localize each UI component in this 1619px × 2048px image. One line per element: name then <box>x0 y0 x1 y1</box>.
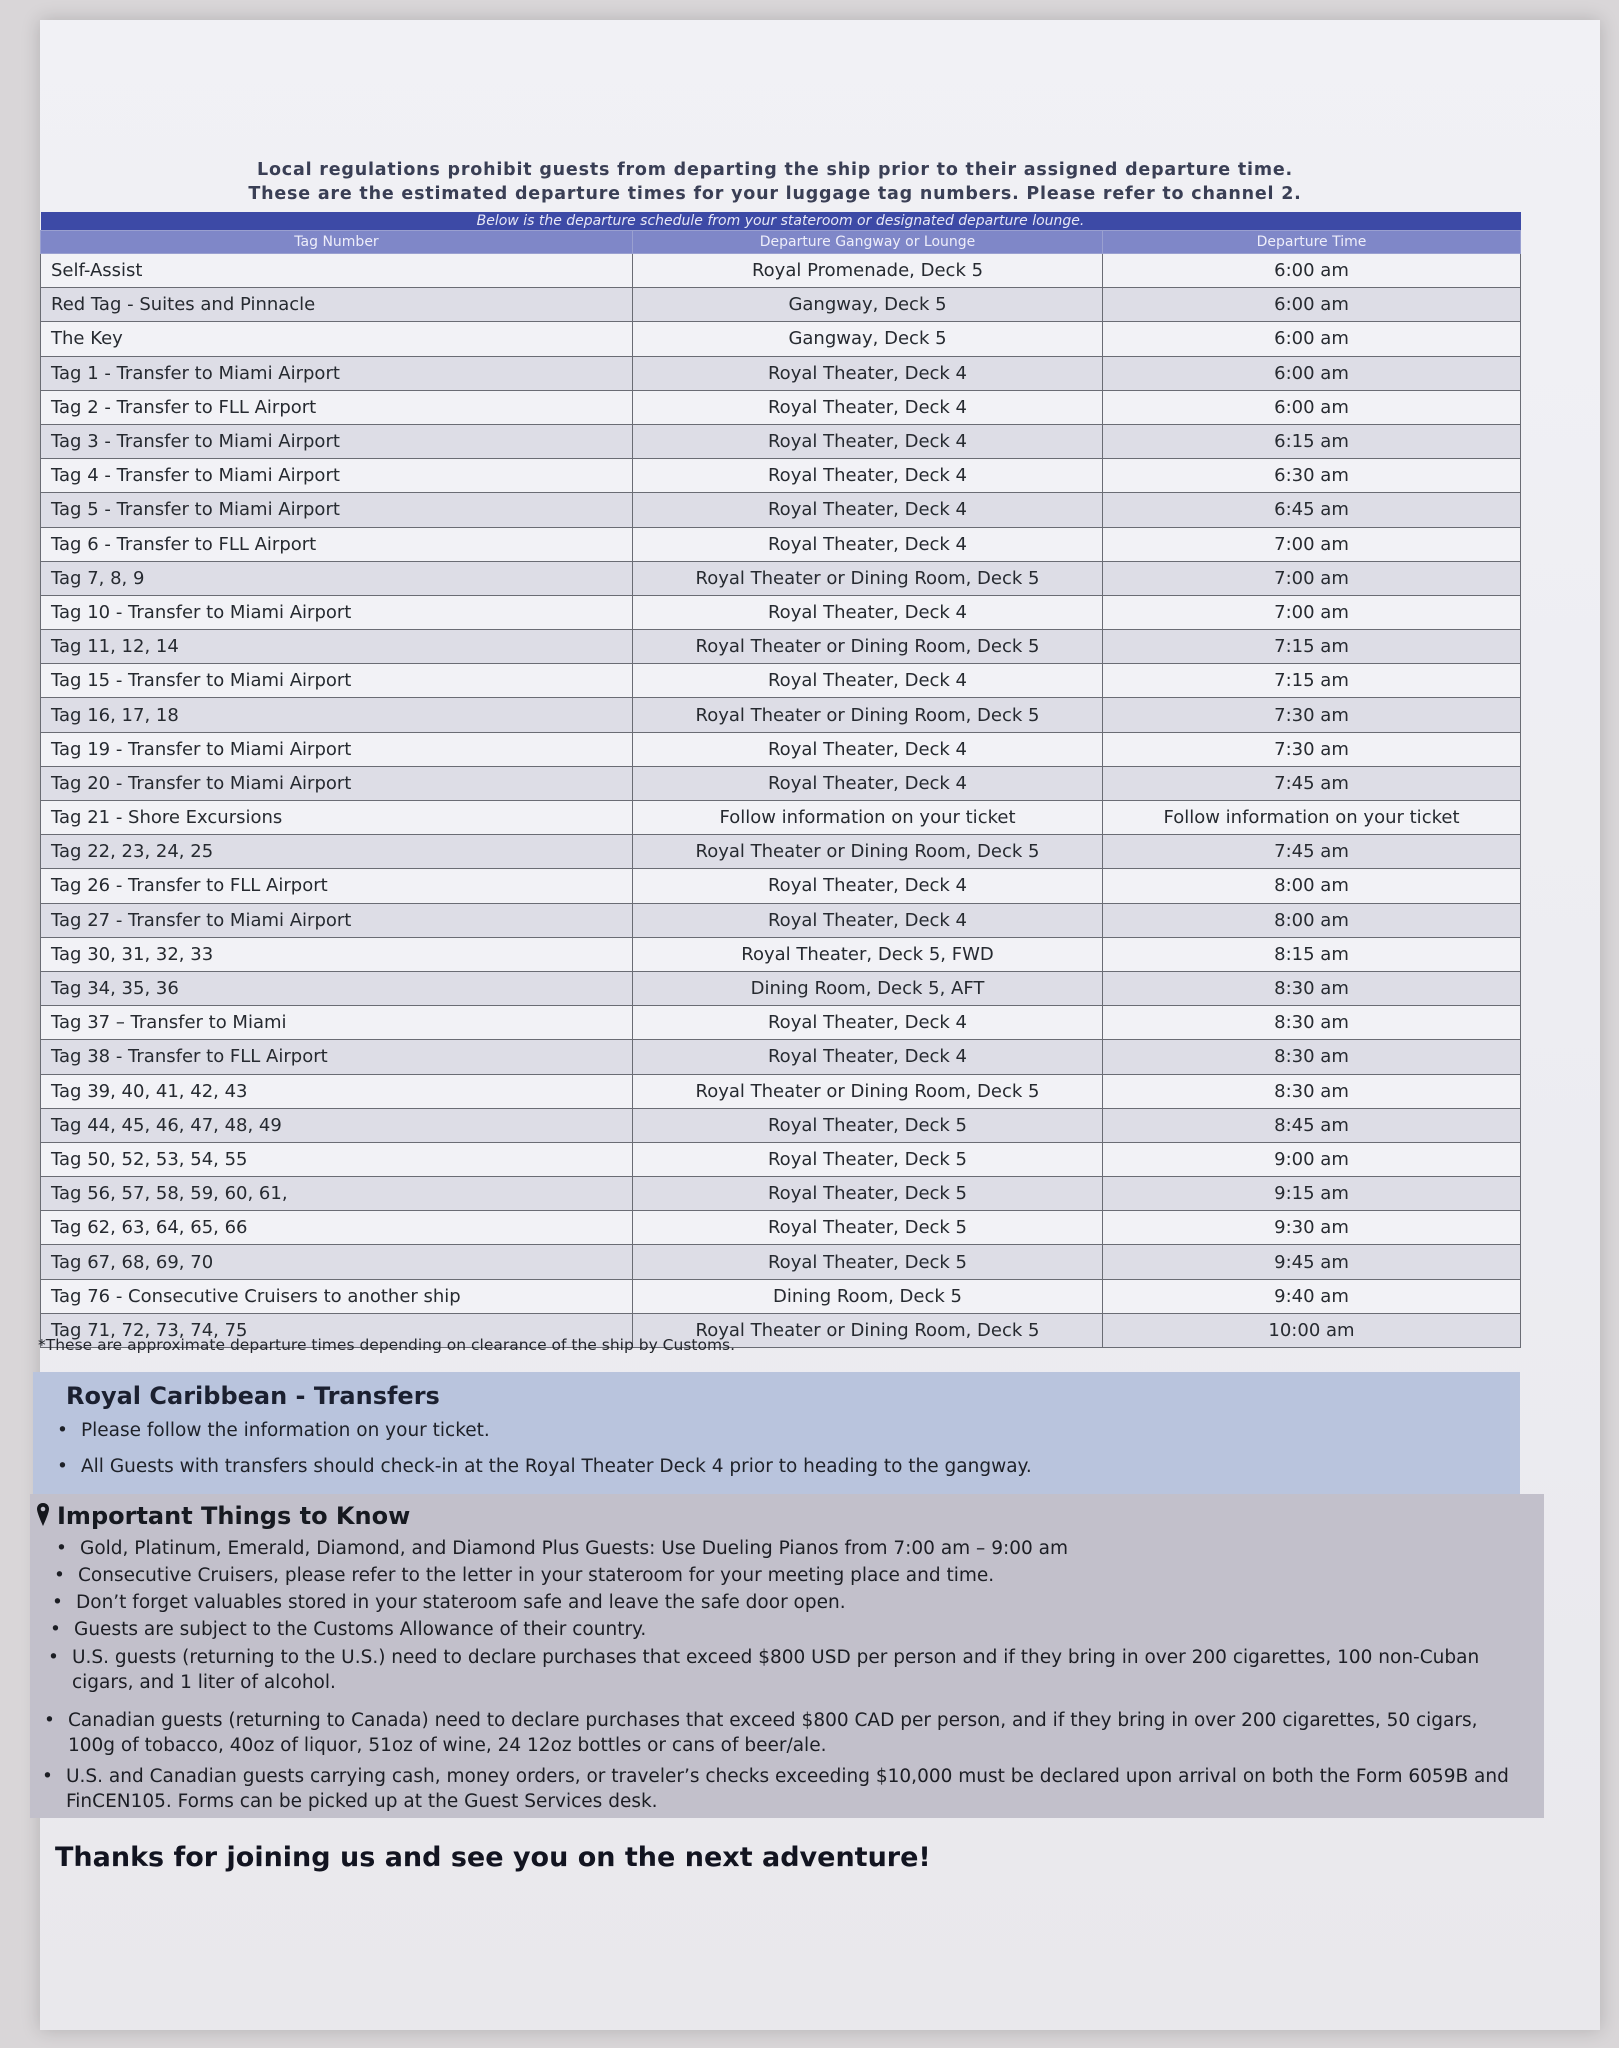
location-cell: Follow information on your ticket <box>633 801 1103 835</box>
tag-cell: The Key <box>41 322 633 356</box>
tag-cell: Tag 30, 31, 32, 33 <box>41 937 633 971</box>
tag-cell: Tag 71, 72, 73, 74, 75 <box>41 1313 633 1347</box>
important-item: • U.S. guests (returning to the U.S.) need to declare purchases that exceed $800 USD per person and if they bring in over 200 cigarettes, 100 non-Cuban cigars, and 1 liter of alcohol. <box>72 1645 1522 1695</box>
tag-cell: Tag 76 - Consecutive Cruisers to another ship <box>41 1279 633 1313</box>
time-cell: 10:00 am <box>1103 1313 1521 1347</box>
tag-cell: Tag 34, 35, 36 <box>41 971 633 1005</box>
time-cell: 6:45 am <box>1103 493 1521 527</box>
location-cell: Royal Theater, Deck 4 <box>633 493 1103 527</box>
location-cell: Royal Theater or Dining Room, Deck 5 <box>633 1074 1103 1108</box>
table-row <box>41 1177 1521 1211</box>
time-cell: 9:30 am <box>1103 1211 1521 1245</box>
closing-message: Thanks for joining us and see you on the next adventure! <box>55 1842 931 1873</box>
location-cell: Royal Theater, Deck 4 <box>633 732 1103 766</box>
table-row <box>41 869 1521 903</box>
table-row <box>41 1279 1521 1313</box>
time-cell: 6:00 am <box>1103 288 1521 322</box>
time-cell: 7:15 am <box>1103 630 1521 664</box>
table-banner: Below is the departure schedule from your stateroom or designated departure lounge. <box>41 212 1521 231</box>
time-cell: 8:00 am <box>1103 869 1521 903</box>
table-row <box>41 664 1521 698</box>
time-cell: 7:00 am <box>1103 527 1521 561</box>
time-cell: 7:30 am <box>1103 698 1521 732</box>
location-cell: Royal Theater, Deck 4 <box>633 459 1103 493</box>
table-row <box>41 356 1521 390</box>
table-row <box>41 801 1521 835</box>
tag-cell: Tag 16, 17, 18 <box>41 698 633 732</box>
location-cell: Royal Theater or Dining Room, Deck 5 <box>633 630 1103 664</box>
location-cell: Royal Theater, Deck 5, FWD <box>633 937 1103 971</box>
time-cell: 8:30 am <box>1103 1006 1521 1040</box>
intro-line-1: Local regulations prohibit guests from departing the ship prior to their assigned departure time. <box>257 160 1293 180</box>
table-row <box>41 732 1521 766</box>
table-row <box>41 1211 1521 1245</box>
tag-cell: Tag 15 - Transfer to Miami Airport <box>41 664 633 698</box>
tag-cell: Tag 6 - Transfer to FLL Airport <box>41 527 633 561</box>
footnote: *These are approximate departure times depending on clearance of the ship by Customs. <box>38 1336 736 1354</box>
time-cell: 7:45 am <box>1103 766 1521 800</box>
important-item: • Canadian guests (returning to Canada) need to declare purchases that exceed $800 CAD per person, and if they bring in over 200 cigarettes, 50 cigars, 100g of tobacco, 40oz of liquor, 51oz of wine, 24 12oz bottles or cans of beer/ale. <box>68 1708 1528 1758</box>
intro-line-2: These are the estimated departure times for your luggage tag numbers. Please refer to channel 2. <box>248 184 1302 204</box>
tag-cell: Tag 11, 12, 14 <box>41 630 633 664</box>
location-cell: Royal Theater, Deck 4 <box>633 903 1103 937</box>
table-row <box>41 288 1521 322</box>
time-cell: 7:45 am <box>1103 835 1521 869</box>
location-cell: Gangway, Deck 5 <box>633 322 1103 356</box>
table-row <box>41 322 1521 356</box>
tag-cell: Tag 38 - Transfer to FLL Airport <box>41 1040 633 1074</box>
tag-cell: Tag 44, 45, 46, 47, 48, 49 <box>41 1108 633 1142</box>
important-item: • Gold, Platinum, Emerald, Diamond, and Diamond Plus Guests: Use Dueling Pianos from 7:00 am – 9:00 am <box>80 1536 1520 1561</box>
location-cell: Royal Theater, Deck 5 <box>633 1211 1103 1245</box>
header-departure-location: Departure Gangway or Lounge <box>633 231 1103 254</box>
time-cell: Follow information on your ticket <box>1103 801 1521 835</box>
location-cell: Royal Theater or Dining Room, Deck 5 <box>633 835 1103 869</box>
map-pin-icon <box>36 1502 50 1528</box>
location-cell: Royal Theater or Dining Room, Deck 5 <box>633 1313 1103 1347</box>
location-cell: Royal Theater, Deck 4 <box>633 527 1103 561</box>
table-row <box>41 630 1521 664</box>
tag-cell: Self-Assist <box>41 254 633 288</box>
time-cell: 7:00 am <box>1103 595 1521 629</box>
tag-cell: Tag 4 - Transfer to Miami Airport <box>41 459 633 493</box>
intro-text <box>200 158 1350 206</box>
table-row <box>41 1006 1521 1040</box>
table-row <box>41 766 1521 800</box>
table-row <box>41 424 1521 458</box>
location-cell: Royal Theater, Deck 4 <box>633 390 1103 424</box>
location-cell: Royal Theater or Dining Room, Deck 5 <box>633 698 1103 732</box>
time-cell: 8:45 am <box>1103 1108 1521 1142</box>
table-row <box>41 595 1521 629</box>
location-cell: Royal Theater, Deck 5 <box>633 1108 1103 1142</box>
tag-cell: Tag 62, 63, 64, 65, 66 <box>41 1211 633 1245</box>
location-cell: Royal Theater, Deck 4 <box>633 424 1103 458</box>
time-cell: 8:30 am <box>1103 1074 1521 1108</box>
important-title: Important Things to Know <box>57 1502 411 1530</box>
time-cell: 8:30 am <box>1103 971 1521 1005</box>
tag-cell: Tag 7, 8, 9 <box>41 561 633 595</box>
tag-cell: Tag 5 - Transfer to Miami Airport <box>41 493 633 527</box>
location-cell: Royal Theater, Deck 4 <box>633 664 1103 698</box>
time-cell: 6:15 am <box>1103 424 1521 458</box>
location-cell: Royal Theater, Deck 4 <box>633 1040 1103 1074</box>
tag-cell: Tag 27 - Transfer to Miami Airport <box>41 903 633 937</box>
time-cell: 9:40 am <box>1103 1279 1521 1313</box>
transfers-item: • Please follow the information on your ticket. <box>81 1420 490 1441</box>
tag-cell: Tag 39, 40, 41, 42, 43 <box>41 1074 633 1108</box>
location-cell: Dining Room, Deck 5, AFT <box>633 971 1103 1005</box>
header-departure-time: Departure Time <box>1103 231 1521 254</box>
tag-cell: Tag 1 - Transfer to Miami Airport <box>41 356 633 390</box>
tag-cell: Tag 22, 23, 24, 25 <box>41 835 633 869</box>
time-cell: 8:15 am <box>1103 937 1521 971</box>
table-row <box>41 971 1521 1005</box>
location-cell: Royal Theater, Deck 4 <box>633 869 1103 903</box>
time-cell: 9:45 am <box>1103 1245 1521 1279</box>
important-item: • Don’t forget valuables stored in your stateroom safe and leave the safe door open. <box>76 1590 1516 1615</box>
table-row <box>41 527 1521 561</box>
location-cell: Royal Theater, Deck 4 <box>633 356 1103 390</box>
tag-cell: Tag 26 - Transfer to FLL Airport <box>41 869 633 903</box>
header-tag-number: Tag Number <box>41 231 633 254</box>
table-row <box>41 1074 1521 1108</box>
table-body <box>41 254 1521 1348</box>
table-row <box>41 254 1521 288</box>
table-row <box>41 1040 1521 1074</box>
location-cell: Royal Theater, Deck 4 <box>633 595 1103 629</box>
time-cell: 6:00 am <box>1103 322 1521 356</box>
tag-cell: Tag 19 - Transfer to Miami Airport <box>41 732 633 766</box>
tag-cell: Tag 2 - Transfer to FLL Airport <box>41 390 633 424</box>
location-cell: Dining Room, Deck 5 <box>633 1279 1103 1313</box>
important-item: • Consecutive Cruisers, please refer to the letter in your stateroom for your meeting place and time. <box>78 1563 1518 1588</box>
table-row <box>41 459 1521 493</box>
tag-cell: Tag 56, 57, 58, 59, 60, 61, <box>41 1177 633 1211</box>
time-cell: 9:15 am <box>1103 1177 1521 1211</box>
table-row <box>41 561 1521 595</box>
time-cell: 6:00 am <box>1103 356 1521 390</box>
time-cell: 9:00 am <box>1103 1142 1521 1176</box>
tag-cell: Red Tag - Suites and Pinnacle <box>41 288 633 322</box>
tag-cell: Tag 20 - Transfer to Miami Airport <box>41 766 633 800</box>
location-cell: Gangway, Deck 5 <box>633 288 1103 322</box>
location-cell: Royal Theater, Deck 5 <box>633 1177 1103 1211</box>
table-row <box>41 1108 1521 1142</box>
time-cell: 7:15 am <box>1103 664 1521 698</box>
transfers-title: Royal Caribbean - Transfers <box>66 1382 440 1410</box>
transfers-section <box>33 1372 1520 1494</box>
tag-cell: Tag 67, 68, 69, 70 <box>41 1245 633 1279</box>
tag-cell: Tag 3 - Transfer to Miami Airport <box>41 424 633 458</box>
location-cell: Royal Theater, Deck 4 <box>633 766 1103 800</box>
table-row <box>41 1245 1521 1279</box>
table-row <box>41 493 1521 527</box>
transfers-item: • All Guests with transfers should check-in at the Royal Theater Deck 4 prior to heading to the gangway. <box>81 1456 1032 1477</box>
location-cell: Royal Theater, Deck 5 <box>633 1142 1103 1176</box>
time-cell: 6:30 am <box>1103 459 1521 493</box>
time-cell: 8:30 am <box>1103 1040 1521 1074</box>
table-row <box>41 390 1521 424</box>
time-cell: 7:00 am <box>1103 561 1521 595</box>
time-cell: 6:00 am <box>1103 254 1521 288</box>
tag-cell: Tag 21 - Shore Excursions <box>41 801 633 835</box>
location-cell: Royal Theater, Deck 4 <box>633 1006 1103 1040</box>
location-cell: Royal Promenade, Deck 5 <box>633 254 1103 288</box>
time-cell: 7:30 am <box>1103 732 1521 766</box>
table-row <box>41 903 1521 937</box>
table-row <box>41 937 1521 971</box>
tag-cell: Tag 10 - Transfer to Miami Airport <box>41 595 633 629</box>
important-item: • U.S. and Canadian guests carrying cash, money orders, or traveler’s checks exceeding $10,000 must be declared upon arrival on both the Form 6059B and FinCEN105. Forms can be picked up at the Guest Services desk. <box>66 1764 1526 1814</box>
tag-cell: Tag 37 – Transfer to Miami <box>41 1006 633 1040</box>
time-cell: 6:00 am <box>1103 390 1521 424</box>
important-section <box>30 1494 1544 1818</box>
table-row <box>41 698 1521 732</box>
departure-schedule-table <box>40 212 1520 1348</box>
tag-cell: Tag 50, 52, 53, 54, 55 <box>41 1142 633 1176</box>
time-cell: 8:00 am <box>1103 903 1521 937</box>
table-row <box>41 1142 1521 1176</box>
important-item: • Guests are subject to the Customs Allowance of their country. <box>74 1617 1514 1642</box>
location-cell: Royal Theater or Dining Room, Deck 5 <box>633 561 1103 595</box>
table-row <box>41 835 1521 869</box>
location-cell: Royal Theater, Deck 5 <box>633 1245 1103 1279</box>
